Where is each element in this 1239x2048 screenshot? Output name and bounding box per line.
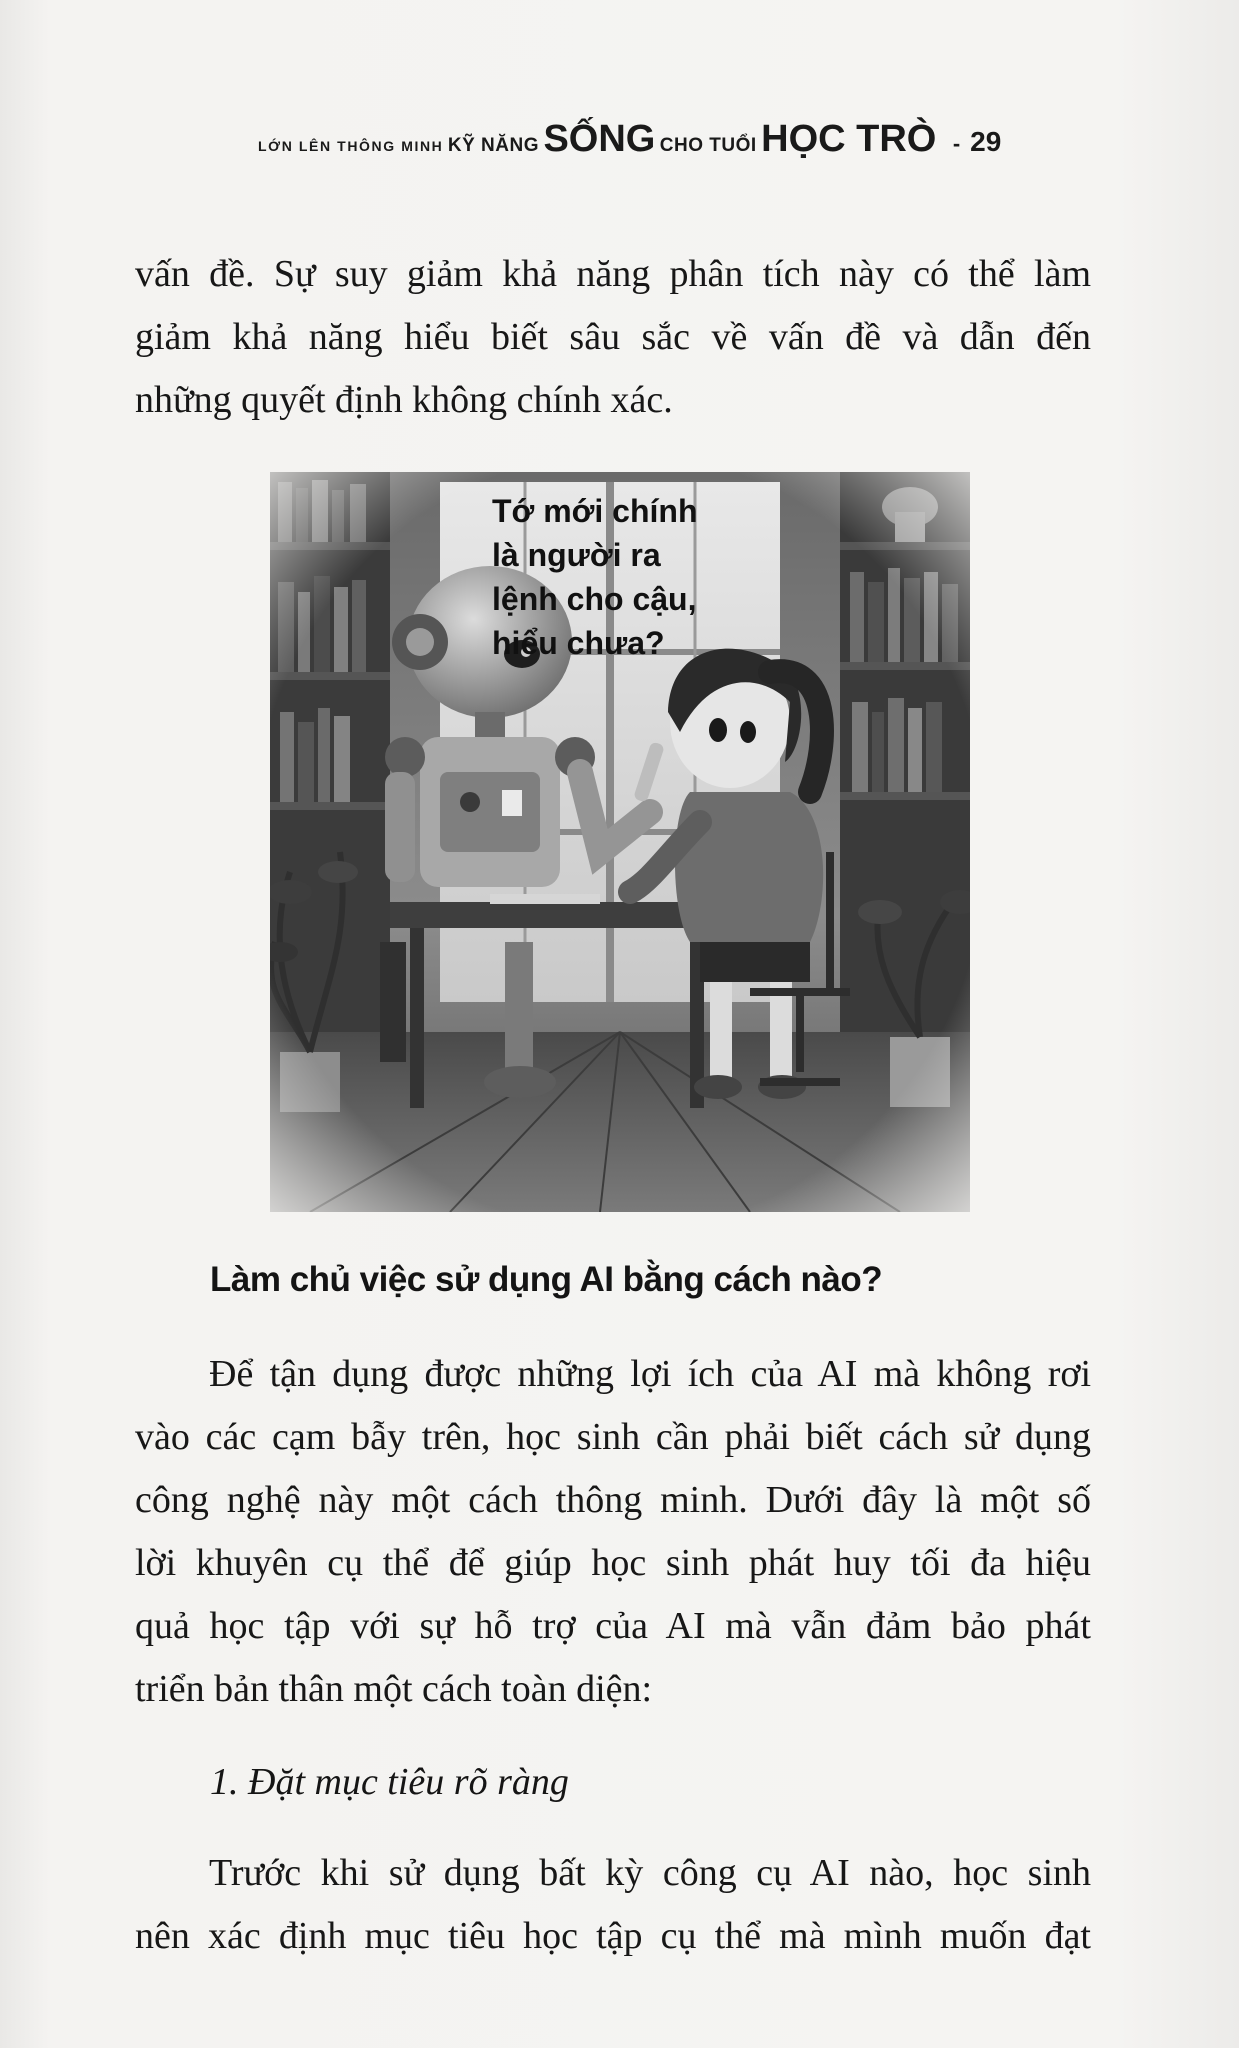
robot-girl-illustration xyxy=(270,472,970,1212)
section-paragraph xyxy=(135,1343,1091,1721)
text-line: nên xác định mục tiêu học tập cụ thể mà mình muốn đạt xyxy=(135,1915,1091,1957)
paragraph-continued xyxy=(135,243,1091,432)
header-separator: - xyxy=(952,131,961,156)
page-number: 29 xyxy=(970,126,1002,157)
text-line: Trước khi sử dụng bất kỳ công cụ AI nào, học sinh xyxy=(209,1852,1091,1894)
text-line: quả học tập với sự hỗ trợ của AI mà vẫn đảm bảo phát xyxy=(135,1605,1091,1647)
header-title-emphasis: HỌC TRÒ xyxy=(761,118,937,160)
header-title-part: CHO TUỔI xyxy=(659,135,757,156)
item-paragraph xyxy=(135,1842,1091,1968)
item-heading: 1. Đặt mục tiêu rõ ràng xyxy=(210,1761,569,1803)
text-line: vào các cạm bẫy trên, học sinh cần phải biết cách sử dụng xyxy=(135,1416,1091,1458)
text-line: lời khuyên cụ thể để giúp học sinh phát huy tối đa hiệu xyxy=(135,1542,1091,1584)
text-line: Để tận dụng được những lợi ích của AI mà không rơi xyxy=(209,1353,1091,1395)
header-title-part: KỸ NĂNG xyxy=(447,135,539,156)
header-title-emphasis: SỐNG xyxy=(543,118,656,160)
text-line: giảm khả năng hiểu biết sâu sắc về vấn đề và dẫn đến xyxy=(135,316,1091,358)
text-line: triển bản thân một cách toàn diện: xyxy=(135,1668,653,1710)
header-series-prefix: LỚN LÊN THÔNG MINH xyxy=(258,138,444,154)
text-line: những quyết định không chính xác. xyxy=(135,379,673,421)
text-line: vấn đề. Sự suy giảm khả năng phân tích này có thể làm xyxy=(135,253,1091,295)
section-heading: Làm chủ việc sử dụng AI bằng cách nào? xyxy=(210,1260,883,1299)
running-header xyxy=(258,118,1138,178)
text-line: công nghệ này một cách thông minh. Dưới đây là một số xyxy=(135,1479,1091,1521)
